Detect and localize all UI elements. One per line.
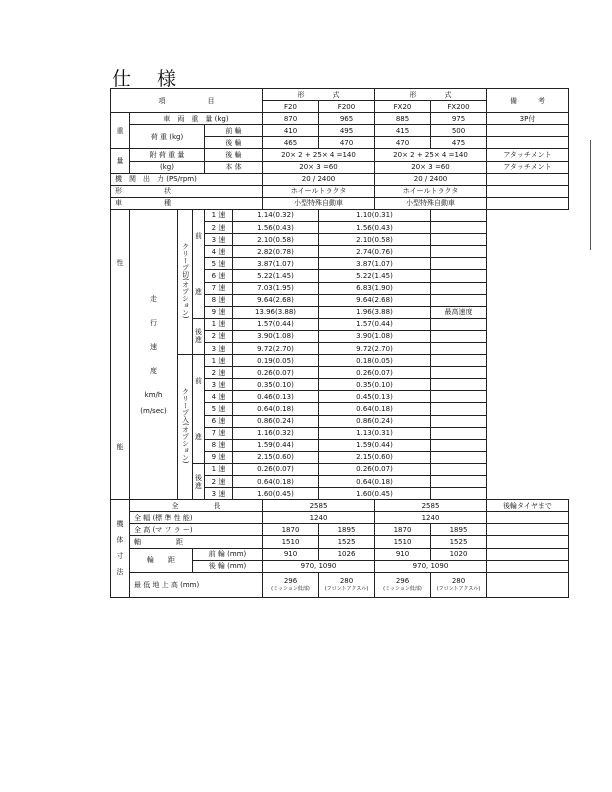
clearance-value: 296 bbox=[395, 576, 410, 585]
cell: 970, 1090 bbox=[263, 560, 375, 572]
reverse-char: 後 bbox=[195, 328, 202, 337]
attach-remark: アタッチメント bbox=[487, 149, 569, 161]
speed-remark bbox=[431, 415, 487, 427]
creep-off-text: クリープ切(オプション) bbox=[181, 243, 190, 319]
engine-label: 機 関 出 力 (PS/rpm) bbox=[111, 173, 263, 185]
gear-label: 1 速 bbox=[205, 355, 233, 367]
cell: 小型特殊自動車 bbox=[263, 197, 375, 209]
speed-value: 1.57(0.44) bbox=[319, 318, 431, 330]
forward-label bbox=[193, 355, 205, 464]
attach-label-2: (kg) bbox=[130, 161, 205, 173]
creep-on-text: クリープ入(オプション) bbox=[181, 388, 190, 464]
cell bbox=[487, 125, 569, 137]
speed-remark bbox=[431, 234, 487, 246]
speed-remark bbox=[431, 367, 487, 379]
cell: 500 bbox=[431, 125, 487, 137]
wheelbase-label: 軸 距 bbox=[130, 536, 263, 548]
cell: 910 bbox=[263, 548, 319, 560]
gear-label: 1 速 bbox=[205, 209, 233, 221]
speed-remark bbox=[431, 330, 487, 342]
cell: 410 bbox=[263, 125, 319, 137]
speed-label-char: 速 bbox=[150, 342, 157, 351]
length-remark: 後輪タイヤまで bbox=[487, 500, 569, 512]
vehicle-weight-label: 車 両 重 量 (kg) bbox=[130, 113, 263, 125]
speed-value: 1.56(0.43) bbox=[319, 222, 431, 234]
gear-label: 8 速 bbox=[205, 439, 233, 451]
page-title: 仕 様 bbox=[112, 68, 187, 90]
clearance-note: (フロントアクスル) bbox=[324, 585, 369, 592]
speed-value: 0.64(0.18) bbox=[233, 476, 319, 488]
width-label: 全 幅 (標 準 性 能) bbox=[130, 512, 263, 524]
cell: 20 / 2400 bbox=[263, 173, 375, 185]
speed-row bbox=[111, 355, 569, 367]
cell: 495 bbox=[319, 125, 375, 137]
speed-value: 0.86(0.24) bbox=[233, 415, 319, 427]
speed-value: 6.83(1.90) bbox=[319, 282, 431, 294]
header-item: 項 目 bbox=[111, 89, 263, 113]
speed-unit: (m/sec) bbox=[140, 406, 167, 415]
cell: 1240 bbox=[375, 512, 487, 524]
shape-row bbox=[111, 185, 569, 197]
speed-value: 2.15(0.60) bbox=[319, 451, 431, 463]
length-row bbox=[111, 500, 569, 512]
clearance-value: 280 bbox=[339, 576, 354, 585]
attach-remark: アタッチメント bbox=[487, 161, 569, 173]
speed-remark bbox=[431, 246, 487, 258]
clearance-cell bbox=[263, 572, 319, 597]
speed-row bbox=[111, 209, 569, 221]
load-front-row bbox=[111, 125, 569, 137]
cell: 970, 1090 bbox=[375, 560, 487, 572]
cell: ホイールトラクタ bbox=[375, 185, 487, 197]
cell: 415 bbox=[375, 125, 431, 137]
speed-remark bbox=[431, 222, 487, 234]
speed-value: 1.96(3.88) bbox=[319, 306, 431, 318]
margin-mark bbox=[590, 140, 591, 250]
attach-body-label: 本 体 bbox=[205, 161, 263, 173]
cell: 1895 bbox=[319, 524, 375, 536]
speed-value: 1.59(0.44) bbox=[233, 439, 319, 451]
speed-remark: 最高速度 bbox=[431, 306, 487, 318]
clearance-label: 最 低 地 上 高 (mm) bbox=[130, 572, 263, 597]
speed-value: 1.13(0.31) bbox=[319, 427, 431, 439]
speed-remark bbox=[431, 439, 487, 451]
performance-outer-label bbox=[111, 209, 130, 499]
cell bbox=[487, 536, 569, 548]
speed-value: 1.57(0.44) bbox=[233, 318, 319, 330]
speed-value: 0.64(0.18) bbox=[233, 403, 319, 415]
gear-label: 2 速 bbox=[205, 476, 233, 488]
reverse-label bbox=[193, 318, 205, 354]
cell: 1525 bbox=[319, 536, 375, 548]
load-rear-label: 後 輪 bbox=[205, 137, 263, 149]
speed-label bbox=[130, 209, 178, 499]
speed-remark bbox=[431, 379, 487, 391]
gear-label: 3 速 bbox=[205, 342, 233, 354]
gear-label: 5 速 bbox=[205, 403, 233, 415]
speed-remark bbox=[431, 258, 487, 270]
gear-label: 1 速 bbox=[205, 463, 233, 475]
header-type-2: 形 式 bbox=[375, 89, 487, 101]
speed-value: 0.35(0.10) bbox=[233, 379, 319, 391]
reverse-char: 進 bbox=[195, 481, 202, 490]
clearance-note: (フロントアクスル) bbox=[436, 585, 481, 592]
dims-label-char: 機 bbox=[116, 520, 124, 529]
cell: 470 bbox=[319, 137, 375, 149]
tread-rear-label: 後 輪 (mm) bbox=[193, 560, 263, 572]
weight-group-label-2: 量 bbox=[111, 149, 130, 173]
cell bbox=[487, 572, 569, 597]
speed-remark bbox=[431, 209, 487, 221]
cell: 1870 bbox=[375, 524, 431, 536]
cell: 20× 3 =60 bbox=[263, 161, 375, 173]
gear-label: 8 速 bbox=[205, 294, 233, 306]
cell: 465 bbox=[263, 137, 319, 149]
reverse-label bbox=[193, 463, 205, 499]
cell bbox=[487, 512, 569, 524]
advance-char: 進 bbox=[195, 432, 202, 441]
gear-label: 3 速 bbox=[205, 379, 233, 391]
cell: 1020 bbox=[431, 548, 487, 560]
speed-value: 9.64(2.68) bbox=[319, 294, 431, 306]
speed-value: 13.96(3.88) bbox=[233, 306, 319, 318]
gear-label: 4 速 bbox=[205, 246, 233, 258]
header-type-1: 形 式 bbox=[263, 89, 375, 101]
performance-label-char: 性 bbox=[116, 258, 124, 267]
forward-label bbox=[193, 209, 205, 318]
speed-remark bbox=[431, 451, 487, 463]
speed-remark bbox=[431, 355, 487, 367]
cell bbox=[487, 185, 569, 197]
spec-table bbox=[110, 88, 569, 598]
cell: 870 bbox=[263, 113, 319, 125]
speed-value: 3.87(1.07) bbox=[233, 258, 319, 270]
speed-value: 3.90(1.08) bbox=[233, 330, 319, 342]
clearance-cell bbox=[375, 572, 431, 597]
dims-label-char: 体 bbox=[116, 536, 124, 545]
height-row bbox=[111, 524, 569, 536]
speed-value: 0.19(0.05) bbox=[233, 355, 319, 367]
speed-value: 1.59(0.44) bbox=[319, 439, 431, 451]
wheelbase-row bbox=[111, 536, 569, 548]
clearance-cell bbox=[319, 572, 375, 597]
speed-remark bbox=[431, 391, 487, 403]
cell: 20× 2 + 25× 4 =140 bbox=[375, 149, 487, 161]
speed-value: 9.72(2.70) bbox=[233, 342, 319, 354]
shape-label: 形 状 bbox=[111, 185, 263, 197]
clearance-cell bbox=[431, 572, 487, 597]
speed-value: 2.10(0.58) bbox=[319, 234, 431, 246]
speed-remark bbox=[431, 488, 487, 500]
speed-value: 5.22(1.45) bbox=[319, 270, 431, 282]
cell: 20× 3 =60 bbox=[375, 161, 487, 173]
speed-value: 1.14(0.32) bbox=[233, 209, 319, 221]
cell: 2585 bbox=[375, 500, 487, 512]
gear-label: 4 速 bbox=[205, 391, 233, 403]
cell bbox=[487, 548, 569, 560]
gear-label: 9 速 bbox=[205, 451, 233, 463]
cell: 1870 bbox=[263, 524, 319, 536]
load-label: 荷 重 (kg) bbox=[130, 125, 205, 149]
speed-value: 1.56(0.43) bbox=[233, 222, 319, 234]
speed-label-char: 度 bbox=[150, 366, 157, 375]
cell: 1240 bbox=[263, 512, 375, 524]
creep-off-label bbox=[178, 209, 193, 354]
length-label: 全 長 bbox=[130, 500, 263, 512]
speed-value: 0.64(0.18) bbox=[319, 476, 431, 488]
speed-value: 0.64(0.18) bbox=[319, 403, 431, 415]
attach-body-row bbox=[111, 161, 569, 173]
speed-remark bbox=[431, 282, 487, 294]
gear-label: 1 速 bbox=[205, 318, 233, 330]
tread-front-label: 前 輪 (mm) bbox=[193, 548, 263, 560]
speed-remark bbox=[431, 403, 487, 415]
vehicle-weight-row bbox=[111, 113, 569, 125]
header-remarks: 備 考 bbox=[487, 89, 569, 113]
attach-rear-label: 後 輪 bbox=[205, 149, 263, 161]
speed-remark bbox=[431, 318, 487, 330]
cell bbox=[487, 560, 569, 572]
performance-label-char: 能 bbox=[116, 442, 124, 451]
gear-label: 2 速 bbox=[205, 330, 233, 342]
model-f20: F20 bbox=[263, 101, 319, 113]
cell: 20 / 2400 bbox=[375, 173, 487, 185]
cell bbox=[487, 137, 569, 149]
cell: 1510 bbox=[263, 536, 319, 548]
speed-value: 2.10(0.58) bbox=[233, 234, 319, 246]
cell: 20× 2 + 25× 4 =140 bbox=[263, 149, 375, 161]
height-label: 全 高 (マ フ ラ ー) bbox=[130, 524, 263, 536]
cell: 475 bbox=[431, 137, 487, 149]
cell bbox=[487, 197, 569, 209]
reverse-char: 進 bbox=[195, 336, 202, 345]
cell: 2585 bbox=[263, 500, 375, 512]
gear-label: 7 速 bbox=[205, 282, 233, 294]
cell: 470 bbox=[375, 137, 431, 149]
load-front-label: 前 輪 bbox=[205, 125, 263, 137]
cell: 885 bbox=[375, 113, 431, 125]
dims-label-char: 寸 bbox=[116, 552, 124, 561]
gear-label: 9 速 bbox=[205, 306, 233, 318]
tread-label: 輪 距 bbox=[130, 548, 193, 572]
dims-group-label bbox=[111, 500, 130, 598]
speed-value: 0.86(0.24) bbox=[319, 415, 431, 427]
gear-label: 3 速 bbox=[205, 234, 233, 246]
cell: 1026 bbox=[319, 548, 375, 560]
forward-char: 前 bbox=[195, 376, 202, 385]
clearance-row bbox=[111, 572, 569, 597]
clearance-value: 280 bbox=[451, 576, 466, 585]
speed-value: 0.46(0.13) bbox=[233, 391, 319, 403]
speed-value: 0.45(0.13) bbox=[319, 391, 431, 403]
speed-value: 2.15(0.60) bbox=[233, 451, 319, 463]
attach-rear-row bbox=[111, 149, 569, 161]
speed-unit: km/h bbox=[144, 390, 163, 399]
tread-front-row bbox=[111, 548, 569, 560]
speed-value: 9.64(2.68) bbox=[233, 294, 319, 306]
speed-value: 1.60(0.45) bbox=[233, 488, 319, 500]
clearance-value: 296 bbox=[283, 576, 298, 585]
cell: 1510 bbox=[375, 536, 431, 548]
speed-value: 0.18(0.05) bbox=[319, 355, 431, 367]
clearance-note: (ミッション低部) bbox=[271, 585, 310, 592]
advance-char: 進 bbox=[195, 287, 202, 296]
attach-label-1: 附 荷 重 量 bbox=[130, 149, 205, 161]
speed-value: 7.03(1.95) bbox=[233, 282, 319, 294]
speed-value: 1.10(0.31) bbox=[319, 209, 431, 221]
gear-label: 2 速 bbox=[205, 367, 233, 379]
gear-label: 5 速 bbox=[205, 258, 233, 270]
speed-value: 1.60(0.45) bbox=[319, 488, 431, 500]
gear-label: 6 速 bbox=[205, 270, 233, 282]
speed-value: 9.72(2.70) bbox=[319, 342, 431, 354]
speed-remark bbox=[431, 270, 487, 282]
model-f200: F200 bbox=[319, 101, 375, 113]
header-row bbox=[111, 89, 569, 101]
cell bbox=[487, 524, 569, 536]
width-row bbox=[111, 512, 569, 524]
speed-value: 3.87(1.07) bbox=[319, 258, 431, 270]
gear-label: 2 速 bbox=[205, 222, 233, 234]
gear-label: 6 速 bbox=[205, 415, 233, 427]
speed-remark bbox=[431, 342, 487, 354]
model-fx200: FX200 bbox=[431, 101, 487, 113]
cell: ホイールトラクタ bbox=[263, 185, 375, 197]
cell: 965 bbox=[319, 113, 375, 125]
cell: 小型特殊自動車 bbox=[375, 197, 487, 209]
speed-value: 5.22(1.45) bbox=[233, 270, 319, 282]
cell: 1525 bbox=[431, 536, 487, 548]
speed-label-char: 行 bbox=[150, 318, 157, 327]
speed-value: 0.26(0.07) bbox=[319, 367, 431, 379]
vehicle-weight-remark: 3P付 bbox=[487, 113, 569, 125]
speed-remark bbox=[431, 294, 487, 306]
cell: 975 bbox=[431, 113, 487, 125]
forward-char: 前 bbox=[195, 231, 202, 240]
speed-remark bbox=[431, 463, 487, 475]
vehicle-kind-row bbox=[111, 197, 569, 209]
speed-label-char: 走 bbox=[150, 294, 157, 303]
creep-on-label bbox=[178, 355, 193, 500]
engine-row bbox=[111, 173, 569, 185]
clearance-note: (ミッション低部) bbox=[383, 585, 422, 592]
speed-remark bbox=[431, 427, 487, 439]
vehicle-kind-label: 車 種 bbox=[111, 197, 263, 209]
speed-value: 0.26(0.07) bbox=[319, 463, 431, 475]
speed-value: 0.26(0.07) bbox=[233, 463, 319, 475]
speed-value: 3.90(1.08) bbox=[319, 330, 431, 342]
speed-value: 2.82(0.78) bbox=[233, 246, 319, 258]
speed-value: 2.74(0.76) bbox=[319, 246, 431, 258]
dims-label-char: 法 bbox=[116, 568, 124, 577]
model-fx20: FX20 bbox=[375, 101, 431, 113]
speed-value: 0.35(0.10) bbox=[319, 379, 431, 391]
gear-label: 3 速 bbox=[205, 488, 233, 500]
speed-remark bbox=[431, 476, 487, 488]
cell: 1895 bbox=[431, 524, 487, 536]
gear-label: 7 速 bbox=[205, 427, 233, 439]
reverse-char: 後 bbox=[195, 473, 202, 482]
cell: 910 bbox=[375, 548, 431, 560]
cell bbox=[487, 173, 569, 185]
weight-group-label-1: 重 bbox=[111, 113, 130, 149]
speed-value: 0.26(0.07) bbox=[233, 367, 319, 379]
speed-value: 1.16(0.32) bbox=[233, 427, 319, 439]
